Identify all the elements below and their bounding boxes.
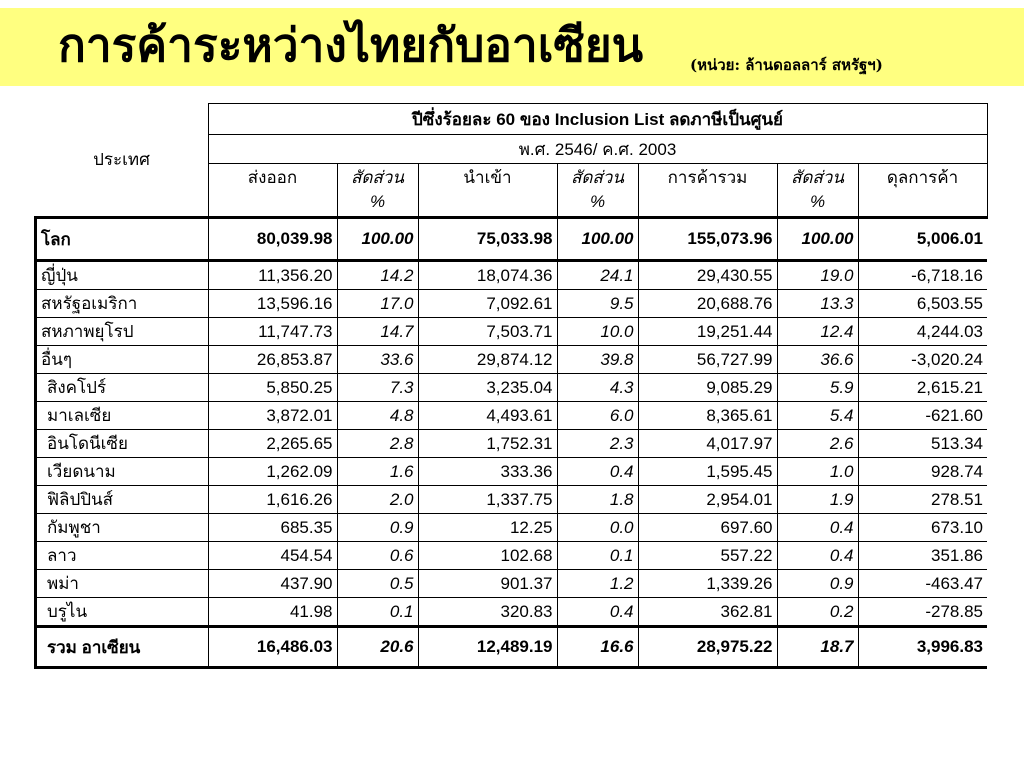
table-row — [36, 627, 988, 668]
import-share-cell: 0.0 — [557, 514, 638, 542]
export-share-cell: 1.6 — [337, 458, 418, 486]
balance-cell: 5,006.01 — [858, 218, 987, 261]
total-trade-cell: 2,954.01 — [638, 486, 777, 514]
total-share-cell: 12.4 — [777, 318, 858, 346]
import-cell: 1,752.31 — [418, 430, 557, 458]
balance-cell: -621.60 — [858, 402, 987, 430]
export-cell: 685.35 — [208, 514, 337, 542]
import-share-cell: 1.8 — [557, 486, 638, 514]
country-cell: ฟิลิปปินส์ — [36, 486, 209, 514]
country-cell: อื่นๆ — [36, 346, 209, 374]
total-share-cell: 0.2 — [777, 598, 858, 627]
import-cell: 3,235.04 — [418, 374, 557, 402]
country-cell: อินโดนีเซีย — [36, 430, 209, 458]
export-cell: 80,039.98 — [208, 218, 337, 261]
country-cell: พม่า — [36, 570, 209, 598]
total-trade-cell: 1,595.45 — [638, 458, 777, 486]
balance-cell: -278.85 — [858, 598, 987, 627]
export-share-cell: 0.6 — [337, 542, 418, 570]
table-row — [36, 514, 988, 542]
import-share-cell: 4.3 — [557, 374, 638, 402]
year-header: พ.ศ. 2546/ ค.ศ. 2003 — [208, 135, 987, 164]
total-share-cell: 36.6 — [777, 346, 858, 374]
total-trade-cell: 155,073.96 — [638, 218, 777, 261]
import-cell: 102.68 — [418, 542, 557, 570]
total-share-cell: 5.9 — [777, 374, 858, 402]
export-share-cell: 14.7 — [337, 318, 418, 346]
import-share-cell: 100.00 — [557, 218, 638, 261]
table-row — [36, 346, 988, 374]
table-row — [36, 374, 988, 402]
table-body — [36, 218, 988, 668]
table-row — [36, 486, 988, 514]
export-cell: 1,616.26 — [208, 486, 337, 514]
export-cell: 16,486.03 — [208, 627, 337, 668]
import-cell: 12.25 — [418, 514, 557, 542]
table-row — [36, 570, 988, 598]
total-trade-cell: 1,339.26 — [638, 570, 777, 598]
total-share-cell: 100.00 — [777, 218, 858, 261]
export-cell: 2,265.65 — [208, 430, 337, 458]
country-cell: ลาว — [36, 542, 209, 570]
import-share-cell: 0.4 — [557, 598, 638, 627]
import-cell: 29,874.12 — [418, 346, 557, 374]
table-row — [36, 290, 988, 318]
trade-table — [34, 103, 988, 669]
balance-cell: 6,503.55 — [858, 290, 987, 318]
export-cell: 1,262.09 — [208, 458, 337, 486]
import-cell: 901.37 — [418, 570, 557, 598]
page-title: การค้าระหว่างไทยกับอาเซียน — [58, 18, 644, 72]
country-cell: สหภาพยุโรป — [36, 318, 209, 346]
import-cell: 7,092.61 — [418, 290, 557, 318]
total-trade-cell: 28,975.22 — [638, 627, 777, 668]
country-cell: โลก — [36, 218, 209, 261]
import-cell: 4,493.61 — [418, 402, 557, 430]
export-share-cell: 0.5 — [337, 570, 418, 598]
balance-cell: 278.51 — [858, 486, 987, 514]
export-share-cell: 2.0 — [337, 486, 418, 514]
country-cell: กัมพูชา — [36, 514, 209, 542]
balance-column-header: ดุลการค้า — [858, 164, 987, 218]
import-cell: 18,074.36 — [418, 261, 557, 290]
total-trade-cell: 557.22 — [638, 542, 777, 570]
export-share-cell: 2.8 — [337, 430, 418, 458]
import-cell: 12,489.19 — [418, 627, 557, 668]
balance-cell: -3,020.24 — [858, 346, 987, 374]
country-column-header: ประเทศ — [36, 104, 209, 218]
total-share-column-header: สัดส่วน % — [777, 164, 858, 218]
country-cell: บรูไน — [36, 598, 209, 627]
balance-cell: 4,244.03 — [858, 318, 987, 346]
table-row — [36, 542, 988, 570]
export-share-cell: 7.3 — [337, 374, 418, 402]
import-column-header: นำเข้า — [418, 164, 557, 218]
table-row — [36, 218, 988, 261]
country-cell: สหรัฐอเมริกา — [36, 290, 209, 318]
total-trade-cell: 4,017.97 — [638, 430, 777, 458]
import-share-cell: 16.6 — [557, 627, 638, 668]
country-cell: มาเลเซีย — [36, 402, 209, 430]
balance-cell: -463.47 — [858, 570, 987, 598]
import-share-cell: 9.5 — [557, 290, 638, 318]
export-share-cell: 4.8 — [337, 402, 418, 430]
total-trade-cell: 8,365.61 — [638, 402, 777, 430]
total-trade-cell: 9,085.29 — [638, 374, 777, 402]
total-share-cell: 5.4 — [777, 402, 858, 430]
total-trade-cell: 56,727.99 — [638, 346, 777, 374]
export-share-column-header: สัดส่วน % — [337, 164, 418, 218]
export-cell: 13,596.16 — [208, 290, 337, 318]
total-trade-cell: 19,251.44 — [638, 318, 777, 346]
import-share-cell: 2.3 — [557, 430, 638, 458]
total-share-cell: 0.4 — [777, 542, 858, 570]
balance-cell: -6,718.16 — [858, 261, 987, 290]
total-share-cell: 0.9 — [777, 570, 858, 598]
total-trade-cell: 362.81 — [638, 598, 777, 627]
total-share-cell: 18.7 — [777, 627, 858, 668]
country-cell: ญี่ปุ่น — [36, 261, 209, 290]
total-share-cell: 1.0 — [777, 458, 858, 486]
country-cell: เวียดนาม — [36, 458, 209, 486]
export-share-cell: 20.6 — [337, 627, 418, 668]
export-share-cell: 0.9 — [337, 514, 418, 542]
total-share-cell: 2.6 — [777, 430, 858, 458]
table-row — [36, 318, 988, 346]
unit-note: (หน่วย: ล้านดอลลาร์ สหรัฐฯ) — [690, 56, 883, 74]
balance-cell: 673.10 — [858, 514, 987, 542]
export-cell: 3,872.01 — [208, 402, 337, 430]
import-cell: 75,033.98 — [418, 218, 557, 261]
period-header: ปีซึ่งร้อยละ 60 ของ Inclusion List ลดภาษีเป็นศูนย์ — [208, 104, 987, 135]
total-trade-cell: 697.60 — [638, 514, 777, 542]
balance-cell: 2,615.21 — [858, 374, 987, 402]
import-cell: 7,503.71 — [418, 318, 557, 346]
export-cell: 11,356.20 — [208, 261, 337, 290]
table-row — [36, 598, 988, 627]
import-share-cell: 24.1 — [557, 261, 638, 290]
export-cell: 437.90 — [208, 570, 337, 598]
title-banner — [0, 8, 1024, 86]
balance-cell: 928.74 — [858, 458, 987, 486]
export-cell: 11,747.73 — [208, 318, 337, 346]
import-share-cell: 0.4 — [557, 458, 638, 486]
export-share-cell: 100.00 — [337, 218, 418, 261]
total-share-cell: 0.4 — [777, 514, 858, 542]
export-cell: 5,850.25 — [208, 374, 337, 402]
import-share-cell: 10.0 — [557, 318, 638, 346]
balance-cell: 3,996.83 — [858, 627, 987, 668]
import-cell: 320.83 — [418, 598, 557, 627]
export-share-cell: 14.2 — [337, 261, 418, 290]
country-cell: สิงคโปร์ — [36, 374, 209, 402]
total-trade-column-header: การค้ารวม — [638, 164, 777, 218]
total-share-cell: 1.9 — [777, 486, 858, 514]
export-cell: 454.54 — [208, 542, 337, 570]
country-cell: รวม อาเซียน — [36, 627, 209, 668]
export-column-header: ส่งออก — [208, 164, 337, 218]
table-row — [36, 458, 988, 486]
balance-cell: 351.86 — [858, 542, 987, 570]
balance-cell: 513.34 — [858, 430, 987, 458]
import-share-cell: 0.1 — [557, 542, 638, 570]
total-share-cell: 19.0 — [777, 261, 858, 290]
table-row — [36, 430, 988, 458]
total-trade-cell: 20,688.76 — [638, 290, 777, 318]
import-share-cell: 39.8 — [557, 346, 638, 374]
export-share-cell: 17.0 — [337, 290, 418, 318]
export-share-cell: 33.6 — [337, 346, 418, 374]
total-share-cell: 13.3 — [777, 290, 858, 318]
table-row — [36, 402, 988, 430]
total-trade-cell: 29,430.55 — [638, 261, 777, 290]
import-cell: 1,337.75 — [418, 486, 557, 514]
export-cell: 41.98 — [208, 598, 337, 627]
import-share-cell: 1.2 — [557, 570, 638, 598]
import-share-cell: 6.0 — [557, 402, 638, 430]
table-row — [36, 261, 988, 290]
export-share-cell: 0.1 — [337, 598, 418, 627]
export-cell: 26,853.87 — [208, 346, 337, 374]
import-share-column-header: สัดส่วน % — [557, 164, 638, 218]
import-cell: 333.36 — [418, 458, 557, 486]
